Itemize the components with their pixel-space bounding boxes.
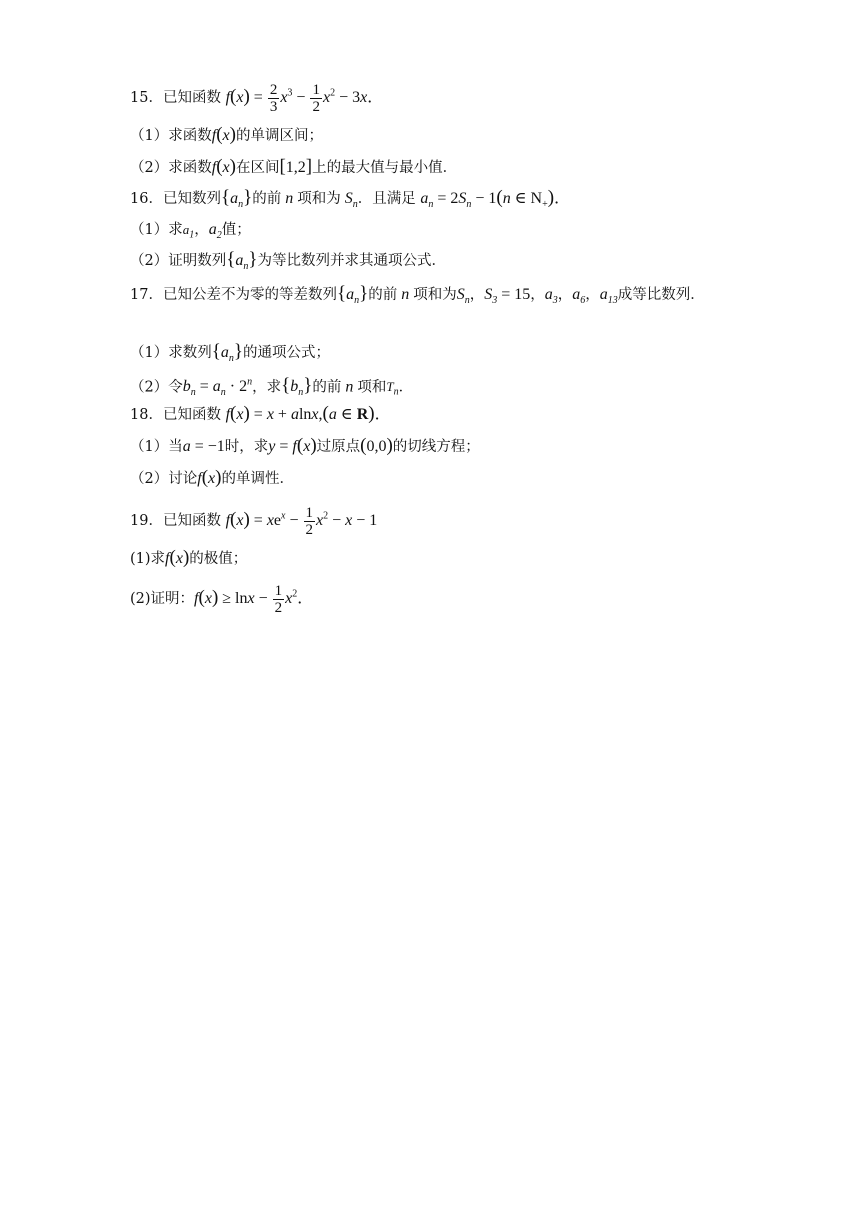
problem-16-stem: 16．已知数列$\{a_n\}$的前 n 项和为 $S_n$．且满足 $a_n = 2S_n - 1(n$ ∈ $N_+$)． <box>130 187 571 211</box>
problem-18-part-1: （1）当a = −1时，求y = f(x)过原点(0,0)的切线方程； <box>130 435 480 456</box>
problem-17-stem: 17．已知公差不为零的等差数列$\{a_n\}$的前 n 项和为$S_n$，$S_3 = 15$，$a_3$，$a_6$，$a_{13}$成等比数列． <box>130 283 705 307</box>
problem-19-part-1: (1)求f(x)的极值； <box>130 547 248 568</box>
problem-15-stem <box>130 82 383 115</box>
formula-f: f(x) = $\frac{2}{3}$ $x^3$ − $\frac{1}{2}$ $x^2 - 3x$． <box>225 82 384 115</box>
problem-15-part-2: （2）求函数f(x)在区间[1,2]上的最大值与最小值． <box>130 156 458 177</box>
formula-interval: [1,2] <box>279 156 313 177</box>
formula-an-set: $\{a_n\}$ <box>220 187 253 211</box>
formula-an-set: $\{a_n\}$ <box>226 249 258 273</box>
problem-19-part-2: (2)证明：f(x) ≥ lnx − $\frac{1}{2}$ $x^2$． <box>130 583 314 616</box>
formula-fx: f(x) <box>211 124 236 145</box>
problem-18-stem: 18．已知函数 f(x) = x + alnx,(a ∈ R)． <box>130 403 391 424</box>
problem-16-part-2: （2）证明数列$\{a_n\}$为等比数列并求其通项公式． <box>130 249 446 273</box>
problem-text: 已知函数 <box>162 90 221 107</box>
problem-18-part-2: （2）讨论f(x)的单调性． <box>130 467 294 488</box>
formula-fx: f(x) <box>211 156 236 177</box>
problem-15-part-1: （1）求函数f(x)的单调区间； <box>130 124 323 145</box>
problem-17-part-2: （2）令$b_n = a_n \cdot 2^n$，求$\{b_n\}$的前 n 项和$T_n$． <box>130 375 414 399</box>
problem-16-part-1: （1）求$a_1$，$a_2$值； <box>130 221 251 242</box>
problem-17-part-1: （1）求数列$\{a_n\}$的通项公式； <box>130 341 330 365</box>
formula-an: $a_n = 2S_n - 1(n$ ∈ $N_+$)． <box>420 187 571 211</box>
problem-number: 15． <box>130 90 163 107</box>
problem-19-stem: 19．已知函数 $f(x) = xe^x$ − $\frac{1}{2}$ $x^2 - x - 1$ <box>130 505 378 538</box>
